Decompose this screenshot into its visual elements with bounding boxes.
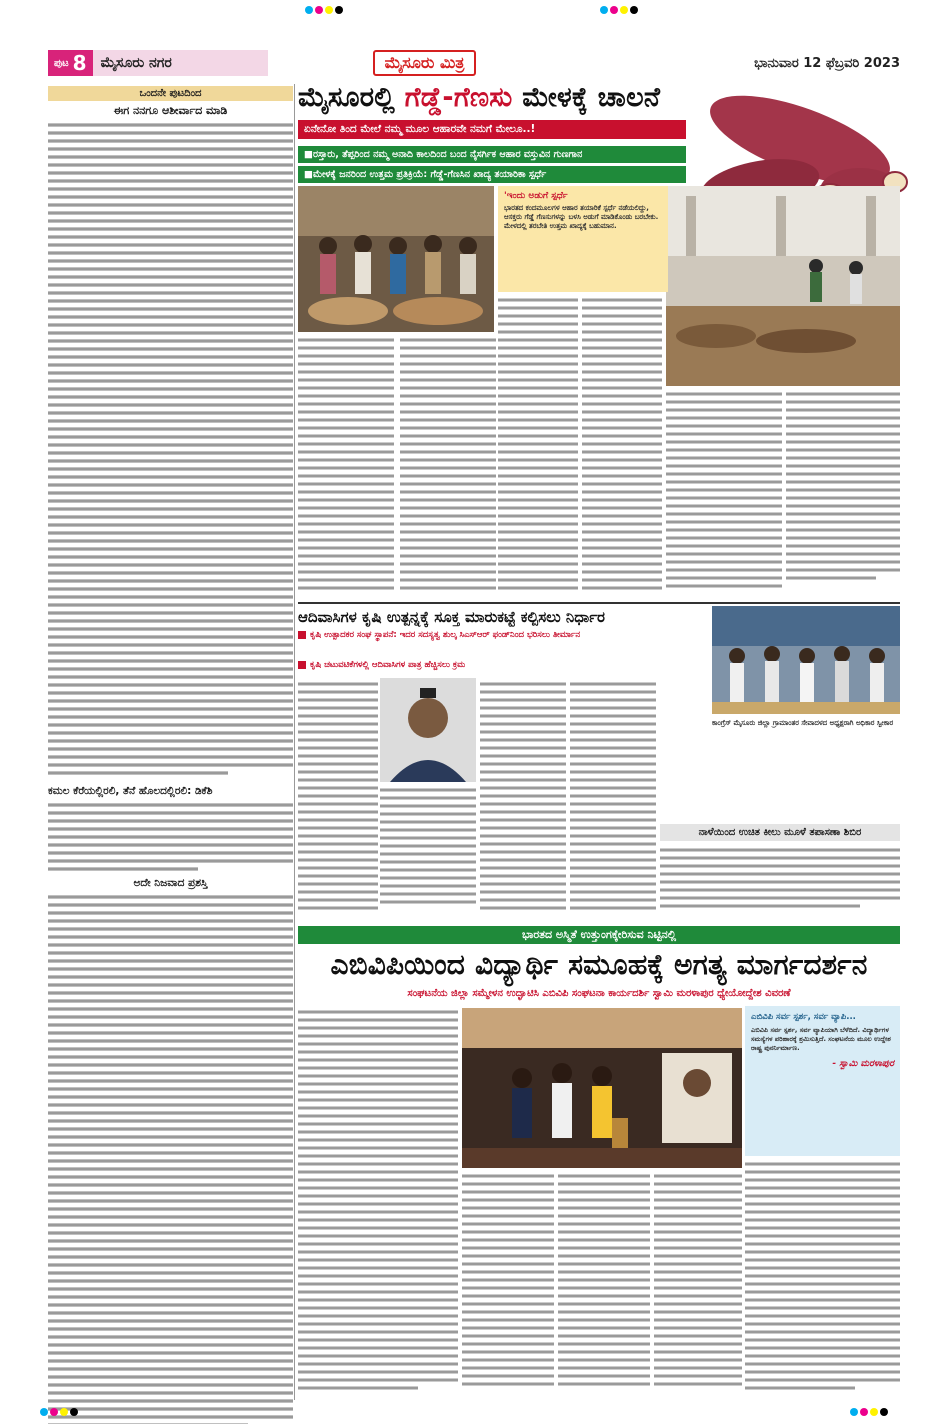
paper-name: ಮೈಸೂರು ಮಿತ್ರ (373, 50, 477, 76)
cooking-contest-text: ಭಾರತದ ಕಂದಮೂಲಗಳ ಆಹಾರ ತಯಾರಿಕೆ ಸ್ಪರ್ಧೆ ನಡೆಯಲಿದ್ದು, ಆಸಕ್ತರು ಗೆಡ್ಡೆ ಗೆಣಸುಗಳನ್ನು ಬಳಸಿ ಅಡುಗೆ ಮಾಡಿಕೊಂಡು ಬರಬೇಕು. ಮೇಳದಲ್ಲಿ ತರಬೇತಿ ಉತ್ತಮ ಖಾದ್ಯಕ್ಕೆ ಬಹುಮಾನ. (504, 204, 659, 230)
section-divider (298, 602, 900, 604)
left-column (48, 86, 293, 1424)
bottom-article-column-4 (654, 1172, 742, 1398)
abvp-conference-photo (462, 1008, 742, 1168)
cooking-contest-box (498, 186, 668, 292)
page-badge (48, 50, 93, 76)
text-lines-graphic (666, 390, 782, 598)
abvp-quote-title: ಎಬಿವಿಪಿ ಸರ್ವ ಸ್ಪರ್ಶ, ಸರ್ವ ವ್ಯಾಪಿ... (751, 1012, 856, 1022)
text-lines-graphic (498, 296, 578, 598)
bottom-article-column-5 (745, 1160, 900, 1398)
text-lines-graphic (298, 680, 378, 916)
mela-inauguration-photo (298, 186, 494, 332)
highlight-bar-2: ■ಮೇಳಕ್ಕೆ ಜನರಿಂದ ಉತ್ತಮ ಪ್ರತಿಕ್ರಿಯೆ: ಗೆಡ್ಡೆ-ಗೆಣಸಿನ ಖಾದ್ಯ ತಯಾರಿಕಾ ಸ್ಪರ್ಧೆ (298, 166, 686, 183)
text-lines-graphic (660, 846, 900, 918)
main-article-column-3 (498, 296, 578, 598)
middle-article-column-2 (380, 786, 476, 916)
left-article-body-3 (48, 893, 293, 1424)
text-lines-graphic (48, 801, 293, 873)
text-lines-graphic (48, 121, 293, 781)
text-lines-graphic (558, 1172, 650, 1398)
left-article-body-2 (48, 801, 293, 873)
bottom-article-column-3 (558, 1172, 650, 1398)
page-number: 8 (72, 51, 87, 75)
main-headline-part1: ಮೈಸೂರಲ್ಲಿ (298, 82, 405, 113)
publication-date: ಭಾನುವಾರ 12 ಫೆಬ್ರವರಿ 2023 (754, 55, 900, 71)
text-lines-graphic (654, 1172, 742, 1398)
section-name: ಮೈಸೂರು ನಗರ (93, 50, 268, 76)
text-lines-graphic (745, 1160, 900, 1398)
text-lines-graphic (570, 680, 656, 916)
bottom-strap-line: ಭಾರತದ ಅಸ್ಮಿತೆ ಉತ್ತುಂಗಕ್ಕೇರಿಸುವ ನಿಟ್ಟಿನಲ್ಲಿ (298, 926, 900, 944)
text-lines-graphic (462, 1172, 554, 1398)
main-article-column-4 (582, 296, 662, 598)
left-article-body-1 (48, 121, 293, 781)
bottom-subheadline: ಸಂಘಟನೆಯ ಜಿಲ್ಲಾ ಸಮ್ಮೇಳನ ಉದ್ಘಾಟಿಸಿ ಎಬಿವಿಪಿ ಸಂಘಟನಾ ಕಾರ್ಯದರ್ಶಿ ಸ್ವಾಮಿ ಮರಳಾಪುರ ಧ್ಯೇಯೋದ್ದೇಶ ವಿವರಣೆ (407, 988, 791, 999)
text-lines-graphic (298, 336, 394, 598)
bottom-article-column-1 (298, 1008, 458, 1398)
text-lines-graphic (380, 786, 476, 916)
health-camp-body (660, 846, 900, 918)
text-lines-graphic (298, 1008, 458, 1398)
left-headline-1: ಈಗ ನನಗೂ ಆಶೀರ್ವಾದ ಮಾಡಿ (113, 104, 228, 117)
official-portrait-photo (380, 678, 476, 782)
middle-article-column-4 (570, 680, 656, 916)
registration-marks-right (600, 6, 638, 14)
column-rule (294, 84, 295, 1400)
main-article-column-2 (400, 336, 496, 598)
main-highlights (298, 146, 686, 186)
left-headline-3: ಅದೇ ನಿಜವಾದ ಪ್ರಶಸ್ತಿ (133, 877, 208, 889)
mela-stalls-photo (666, 186, 900, 386)
text-lines-graphic (582, 296, 662, 598)
text-lines-graphic (480, 680, 566, 916)
bullet-square-icon (298, 631, 306, 639)
left-headline-2: ಕಮಲ ಕೆರೆಯಲ್ಲಿರಲಿ, ತೆನೆ ಹೊಲದಲ್ಲಿರಲಿ: ಡಿಕೆಶಿ (48, 785, 213, 797)
registration-marks-left (305, 6, 343, 14)
bottom-article-column-2 (462, 1172, 554, 1398)
registration-marks-bottom-left (40, 1408, 78, 1416)
middle-headline: ಆದಿವಾಸಿಗಳ ಕೃಷಿ ಉತ್ಪನ್ನಕ್ಕೆ ಸೂಕ್ತ ಮಾರುಕಟ್ಟೆ ಕಲ್ಪಿಸಲು ನಿರ್ಧಾರ (298, 608, 605, 626)
abvp-quote-text: ಎಬಿವಿಪಿ ಸರ್ವ ಸ್ಪರ್ಶ, ಸರ್ವ ವ್ಯಾಪಿಯಾಗಿ ಬೆಳೆದಿದೆ. ವಿದ್ಯಾರ್ಥಿಗಳ ಸಮಸ್ಯೆಗಳ ಪರಿಹಾರಕ್ಕೆ ಶ್ರಮಿಸುತ್ತಿದೆ. ಸಂಘಟನೆಯ ಮೂಲ ಉದ್ದೇಶ ರಾಷ್ಟ್ರ ಪುನರ್ನಿರ್ಮಾಣ. (751, 1026, 891, 1052)
cooking-contest-title: 'ಇಂದು ಅಡುಗೆ ಸ್ಪರ್ಧೆ (504, 191, 568, 201)
continued-band: ಒಂದನೇ ಪುಟದಿಂದ (48, 86, 293, 101)
main-article-column-5 (666, 390, 782, 598)
text-lines-graphic (48, 893, 293, 1424)
abvp-quote-box (745, 1006, 900, 1156)
congress-photo-caption: ಕಾಂಗ್ರೆಸ್ ಮೈಸೂರು ಜಿಲ್ಲಾ ಗ್ರಾಮಾಂತರ ಸೇವಾದಳದ ಅಧ್ಯಕ್ಷರಾಗಿ ಅಧಿಕಾರ ಸ್ವೀಕಾರ (712, 719, 894, 727)
middle-bullet-2-text: ಕೃಷಿ ಚಟುವಟಿಕೆಗಳಲ್ಲಿ ಆದಿವಾಸಿಗಳ ಪಾತ್ರ ಹೆಚ್ಚಿಸಲು ಕ್ರಮ (310, 660, 466, 670)
abvp-quote-author: - ಸ್ವಾಮಿ ಮರಳಾಪುರ (832, 1059, 894, 1069)
congress-event-photo (712, 606, 900, 714)
main-article-column-6 (786, 390, 900, 598)
registration-marks-bottom-right (850, 1408, 888, 1416)
main-article-column-1 (298, 336, 394, 598)
text-lines-graphic (786, 390, 900, 598)
page-label: ಪುಟ (54, 57, 69, 69)
page-header (48, 50, 900, 76)
bullet-square-icon (298, 661, 306, 669)
middle-bullet-1 (298, 630, 708, 640)
text-lines-graphic (400, 336, 496, 598)
middle-bullet-1-text: ಕೃಷಿ ಉತ್ಪಾದಕರ ಸಂಘ ಸ್ಥಾಪನೆ: ಇದರ ಸದಸ್ಯತ್ವ ಶುಲ್ಕ ಸಿಎಸ್ಆರ್ ಫಂಡ್‌ನಿಂದ ಭರಿಸಲು ತೀರ್ಮಾನ (310, 630, 581, 640)
main-subheadline: ಏನೇನೋ ತಿಂದ ಮೇಲೆ ನಮ್ಮ ಮೂಲ ಆಹಾರವೇ ನಮಗೆ ಮೇಲೂ..! (298, 120, 686, 139)
middle-article-column-1 (298, 680, 378, 916)
bottom-headline: ಎಬಿವಿಪಿಯಿಂದ ವಿದ್ಯಾರ್ಥಿ ಸಮೂಹಕ್ಕೆ ಅಗತ್ಯ ಮಾರ್ಗದರ್ಶನ (330, 948, 868, 981)
main-headline-part2: ಮೇಳಕ್ಕೆ ಚಾಲನೆ (512, 82, 661, 113)
middle-article-column-3 (480, 680, 566, 916)
middle-bullet-2 (298, 660, 708, 670)
main-headline-highlight: ಗೆಡ್ಡೆ-ಗೆಣಸು (404, 82, 513, 113)
health-camp-headline: ನಾಳೆಯಿಂದ ಉಚಿತ ಕೀಲು ಮೂಳೆ ತಪಾಸಣಾ ಶಿಬಿರ (660, 824, 900, 841)
highlight-bar-1: ■ರಸ್ತಾರು, ತೆಪ್ಪರಿಂದ ನಮ್ಮ ಅನಾದಿ ಕಾಲದಿಂದ ಬಂದ ನೈಸರ್ಗಿಕ ಆಹಾರ ವಸ್ತುವಿನ ಗುಣಗಾನ (298, 146, 686, 163)
